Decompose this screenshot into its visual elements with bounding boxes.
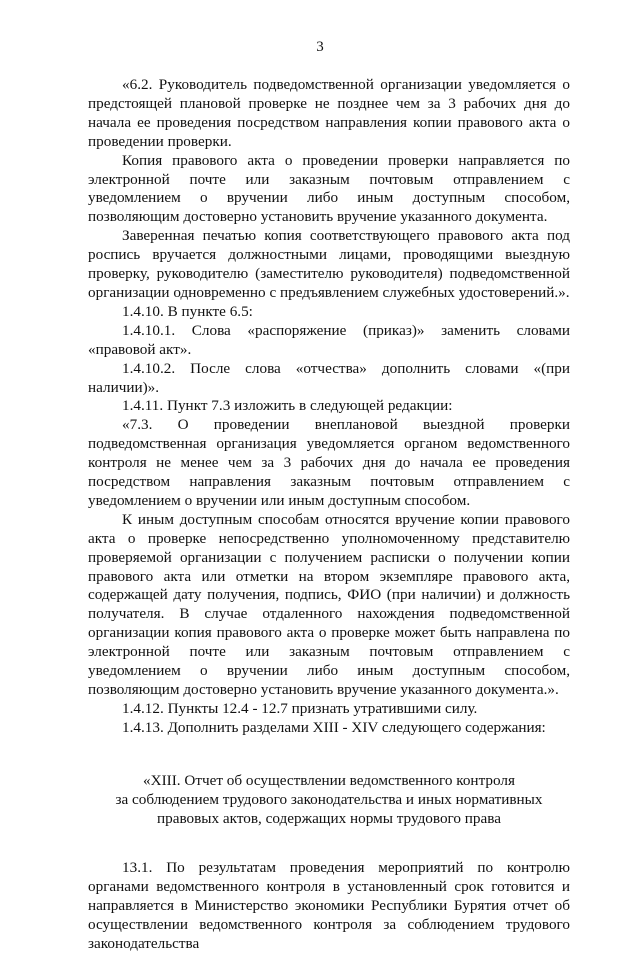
paragraph-1-4-11: 1.4.11. Пункт 7.3 изложить в следующей редакции:: [122, 397, 453, 415]
paragraph-1-4-12: 1.4.12. Пункты 12.4 - 12.7 признать утратившими силу.: [122, 699, 478, 717]
paragraph-certified-copy: Заверенная печатью копия соответствующего правового акта под роспись вручается должностными лицами, проводящими выездную проверку, руководителю (заместителю руководителя) подведомственной организации одновременно с предъявлением служебных удостоверений.».: [88, 227, 570, 301]
paragraph-1-4-10: 1.4.10. В пункте 6.5:: [122, 302, 253, 320]
paragraph-1-4-13: 1.4.13. Дополнить разделами XIII - XIV следующего содержания:: [122, 718, 546, 736]
section-heading-xiii: [88, 772, 570, 829]
paragraph-6-2: «6.2. Руководитель подведомственной организации уведомляется о предстоящей плановой проверке не позднее чем за 3 рабочих дня до начала ее проведения посредством направления копии правового акта о проведении проверки.: [88, 76, 570, 150]
paragraph-copy-delivery: Копия правового акта о проведении проверки направляется по электронной почте или заказным почтовым отправлением с уведомлением о вручении либо иным доступным способом, позволяющим достоверно установить вручение указанного документа.: [88, 151, 570, 226]
paragraph-other-methods: К иным доступным способам относятся вручение копии правового акта о проверке непосредственно уполномоченному представителю проверяемой организации с получением расписки о получении копии правового акта или отметки на втором экземпляре правового акта, содержащей дату получения, подпись, ФИО (при наличии) и должность получателя. В случае отдаленного нахождения подведомственной организации копия правового акта о проверке может быть направлена по электронной почте или заказным почтовым отправлением с уведомлением о вручении либо иным доступным способом, позволяющим достоверно установить вручение указанного документа.».: [88, 510, 570, 698]
section-heading-line-3: правовых актов, содержащих нормы трудового права: [157, 809, 501, 827]
section-heading-line-1: «XIII. Отчет об осуществлении ведомственного контроля: [143, 771, 515, 789]
paragraph-13-1: 13.1. По результатам проведения мероприятий по контролю органами ведомственного контроля в установленный срок готовится и направляется в Министерство экономики Республики Бурятия отчет об осуществлении ведомственного контроля за соблюдением трудового законодательства: [88, 859, 570, 953]
paragraph-1-4-10-1: 1.4.10.1. Слова «распоряжение (приказ)» заменить словами «правовой акт».: [88, 321, 570, 358]
section-heading-line-2: за соблюдением трудового законодательства и иных нормативных: [115, 790, 543, 808]
paragraph-1-4-10-2: 1.4.10.2. После слова «отчества» дополнить словами «(при наличии)».: [88, 359, 570, 396]
document-body: [88, 76, 570, 954]
page-number: 3: [316, 39, 324, 55]
paragraph-7-3: «7.3. О проведении внеплановой выездной проверки подведомственная организация уведомляется органом ведомственного контроля не менее чем за 3 рабочих дня до начала ее проведения посредством направления заказным почтовым отправлением с уведомлением о вручении или иным доступным способом.: [88, 416, 570, 509]
